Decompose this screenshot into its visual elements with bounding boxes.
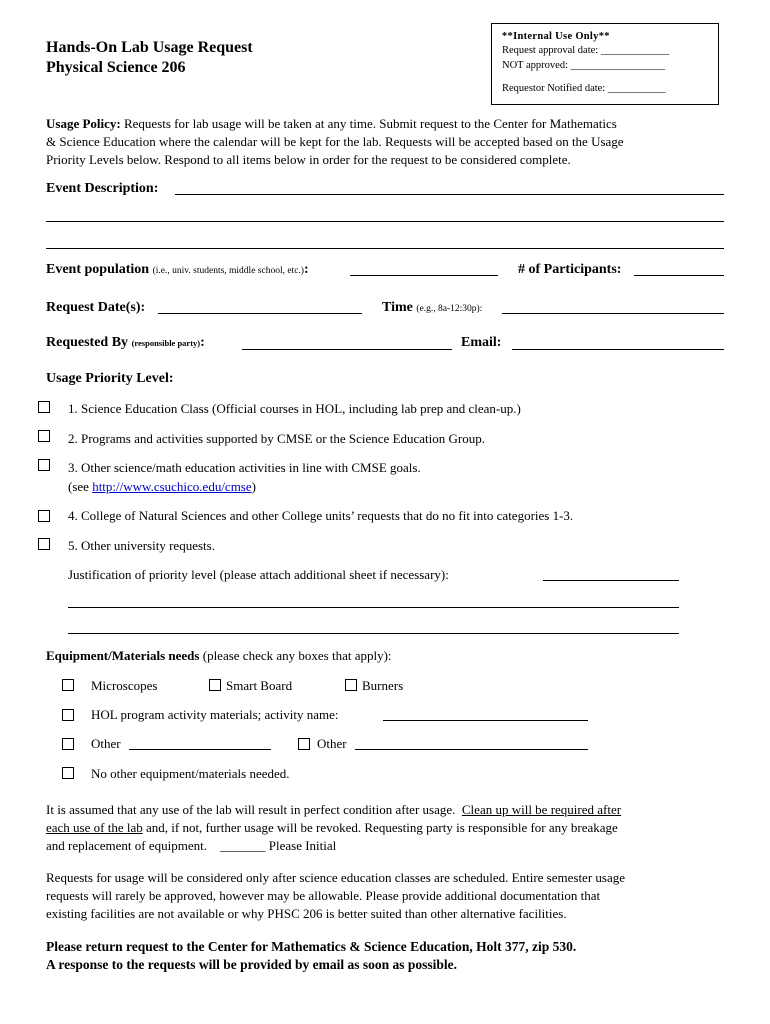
equipment-heading-note: (please check any boxes that apply): (202, 648, 392, 663)
assumption-text-3: and replacement of equipment. (46, 838, 207, 853)
other-2-input[interactable] (355, 749, 588, 750)
return-instructions (46, 938, 746, 974)
priority-3-label: 3. Other science/math education activities in line with CMSE goals. (68, 460, 421, 475)
equipment-heading-text: Equipment/Materials needs (46, 648, 200, 663)
not-approved-field[interactable]: NOT approved: __________________ (502, 60, 666, 71)
requests-note-1: Requests for usage will be considered only after science education classes are scheduled. Entire semester usage (46, 870, 626, 885)
initial-field[interactable]: _______ Please Initial (220, 838, 337, 853)
participants-input[interactable] (634, 275, 724, 276)
requested-by-colon: : (200, 335, 205, 350)
event-description-input-2[interactable] (46, 221, 724, 222)
burners-checkbox[interactable] (345, 679, 357, 691)
event-description-label: Event Description: (46, 181, 159, 196)
event-description-input-3[interactable] (46, 248, 724, 249)
other-1-label: Other (91, 736, 121, 751)
assumption-underlined-1: Clean up will be required after (461, 802, 622, 817)
requested-by-label (46, 335, 205, 351)
microscopes-label: Microscopes (91, 678, 158, 693)
event-population-hint: (i.e., univ. students, middle school, etc.) (152, 266, 304, 276)
event-population-label (46, 262, 309, 278)
requested-by-hint: (responsible party) (131, 338, 201, 348)
usage-policy-text-2: & Science Education where the calendar will be kept for the lab. Requests will be accepted based on the Usage (46, 134, 624, 149)
requested-by-input[interactable] (242, 349, 452, 350)
assumption-text-1: It is assumed that any use of the lab will result in perfect condition after usage. (46, 802, 456, 817)
equipment-heading (46, 648, 392, 664)
usage-policy-label: Usage Policy: (46, 116, 121, 131)
priority-1-checkbox[interactable] (38, 401, 50, 413)
email-input[interactable] (512, 349, 724, 350)
event-population-text: Event population (46, 262, 150, 277)
no-equipment-checkbox[interactable] (62, 767, 74, 779)
requestor-notified-field[interactable]: Requestor Notified date: ___________ (502, 83, 666, 94)
requests-note (46, 869, 736, 923)
request-dates-input[interactable] (158, 313, 362, 314)
other-1-input[interactable] (129, 749, 271, 750)
usage-policy-text-3: Priority Levels below. Respond to all items below in order for the request to be considered complete. (46, 152, 571, 167)
requested-by-text: Requested By (46, 335, 129, 350)
no-equipment-label: No other equipment/materials needed. (91, 766, 290, 781)
smart-board-label: Smart Board (226, 678, 293, 693)
justification-input-1[interactable] (543, 580, 679, 581)
justification-input-2[interactable] (68, 607, 679, 608)
internal-use-box (491, 23, 719, 105)
smart-board-checkbox[interactable] (209, 679, 221, 691)
assumption-text-2: and, if not, further usage will be revoked. Requesting party is responsible for any breakage (145, 820, 618, 835)
see-suffix: ) (251, 479, 256, 494)
event-description-input-1[interactable] (175, 194, 724, 195)
priority-5-label: 5. Other university requests. (68, 538, 215, 553)
priority-5-checkbox[interactable] (38, 538, 50, 550)
time-hint: (e.g., 8a-12:30p): (416, 304, 483, 314)
event-population-input[interactable] (350, 275, 498, 276)
time-input[interactable] (502, 313, 724, 314)
time-label (382, 300, 482, 316)
approval-date-field[interactable]: Request approval date: _____________ (502, 45, 670, 56)
time-text: Time (382, 300, 413, 315)
other-2-label: Other (317, 736, 347, 751)
priority-1-label: 1. Science Education Class (Official courses in HOL, including lab prep and clean-up.) (68, 401, 521, 416)
see-prefix: (see (68, 479, 93, 494)
form-title (46, 38, 253, 78)
event-population-colon: : (303, 262, 309, 277)
priority-3-see (68, 479, 256, 495)
request-dates-label: Request Date(s): (46, 300, 146, 315)
priority-2-checkbox[interactable] (38, 430, 50, 442)
return-instructions-2: A response to the requests will be provided by email as soon as possible. (46, 957, 458, 972)
requests-note-3: existing facilities are not available or why PHSC 206 is better suited than other alternative facilities. (46, 906, 567, 921)
assumption-underlined-2: each use of the lab (46, 820, 143, 835)
usage-assumption (46, 801, 736, 855)
priority-4-label: 4. College of Natural Sciences and other College units’ requests that do no fit into categories 1-3. (68, 508, 574, 523)
priority-2-label: 2. Programs and activities supported by CMSE or the Science Education Group. (68, 431, 486, 446)
justification-label: Justification of priority level (please attach additional sheet if necessary): (68, 567, 449, 582)
other-2-checkbox[interactable] (298, 738, 310, 750)
hol-materials-label: HOL program activity materials; activity name: (91, 707, 339, 722)
burners-label: Burners (362, 678, 404, 693)
requests-note-2: requests will rarely be approved, however may be allowable. Please provide additional documentation that (46, 888, 601, 903)
priority-heading: Usage Priority Level: (46, 371, 174, 386)
hol-activity-name-input[interactable] (383, 720, 588, 721)
participants-label: # of Participants: (518, 262, 622, 277)
usage-policy-text-1: Requests for lab usage will be taken at any time. Submit request to the Center for Mathematics (123, 116, 617, 131)
internal-use-heading: **Internal Use Only** (502, 31, 610, 42)
usage-policy (46, 115, 736, 169)
priority-4-checkbox[interactable] (38, 510, 50, 522)
hol-materials-checkbox[interactable] (62, 709, 74, 721)
other-1-checkbox[interactable] (62, 738, 74, 750)
return-instructions-1: Please return request to the Center for Mathematics & Science Education, Holt 377, zip 530. (46, 939, 577, 954)
microscopes-checkbox[interactable] (62, 679, 74, 691)
email-label: Email: (461, 335, 502, 350)
cmse-link[interactable]: http://www.csuchico.edu/cmse (92, 479, 252, 494)
form-title-line1: Hands-On Lab Usage Request (46, 39, 253, 56)
form-title-line2: Physical Science 206 (46, 59, 186, 76)
priority-3-checkbox[interactable] (38, 459, 50, 471)
justification-input-3[interactable] (68, 633, 679, 634)
